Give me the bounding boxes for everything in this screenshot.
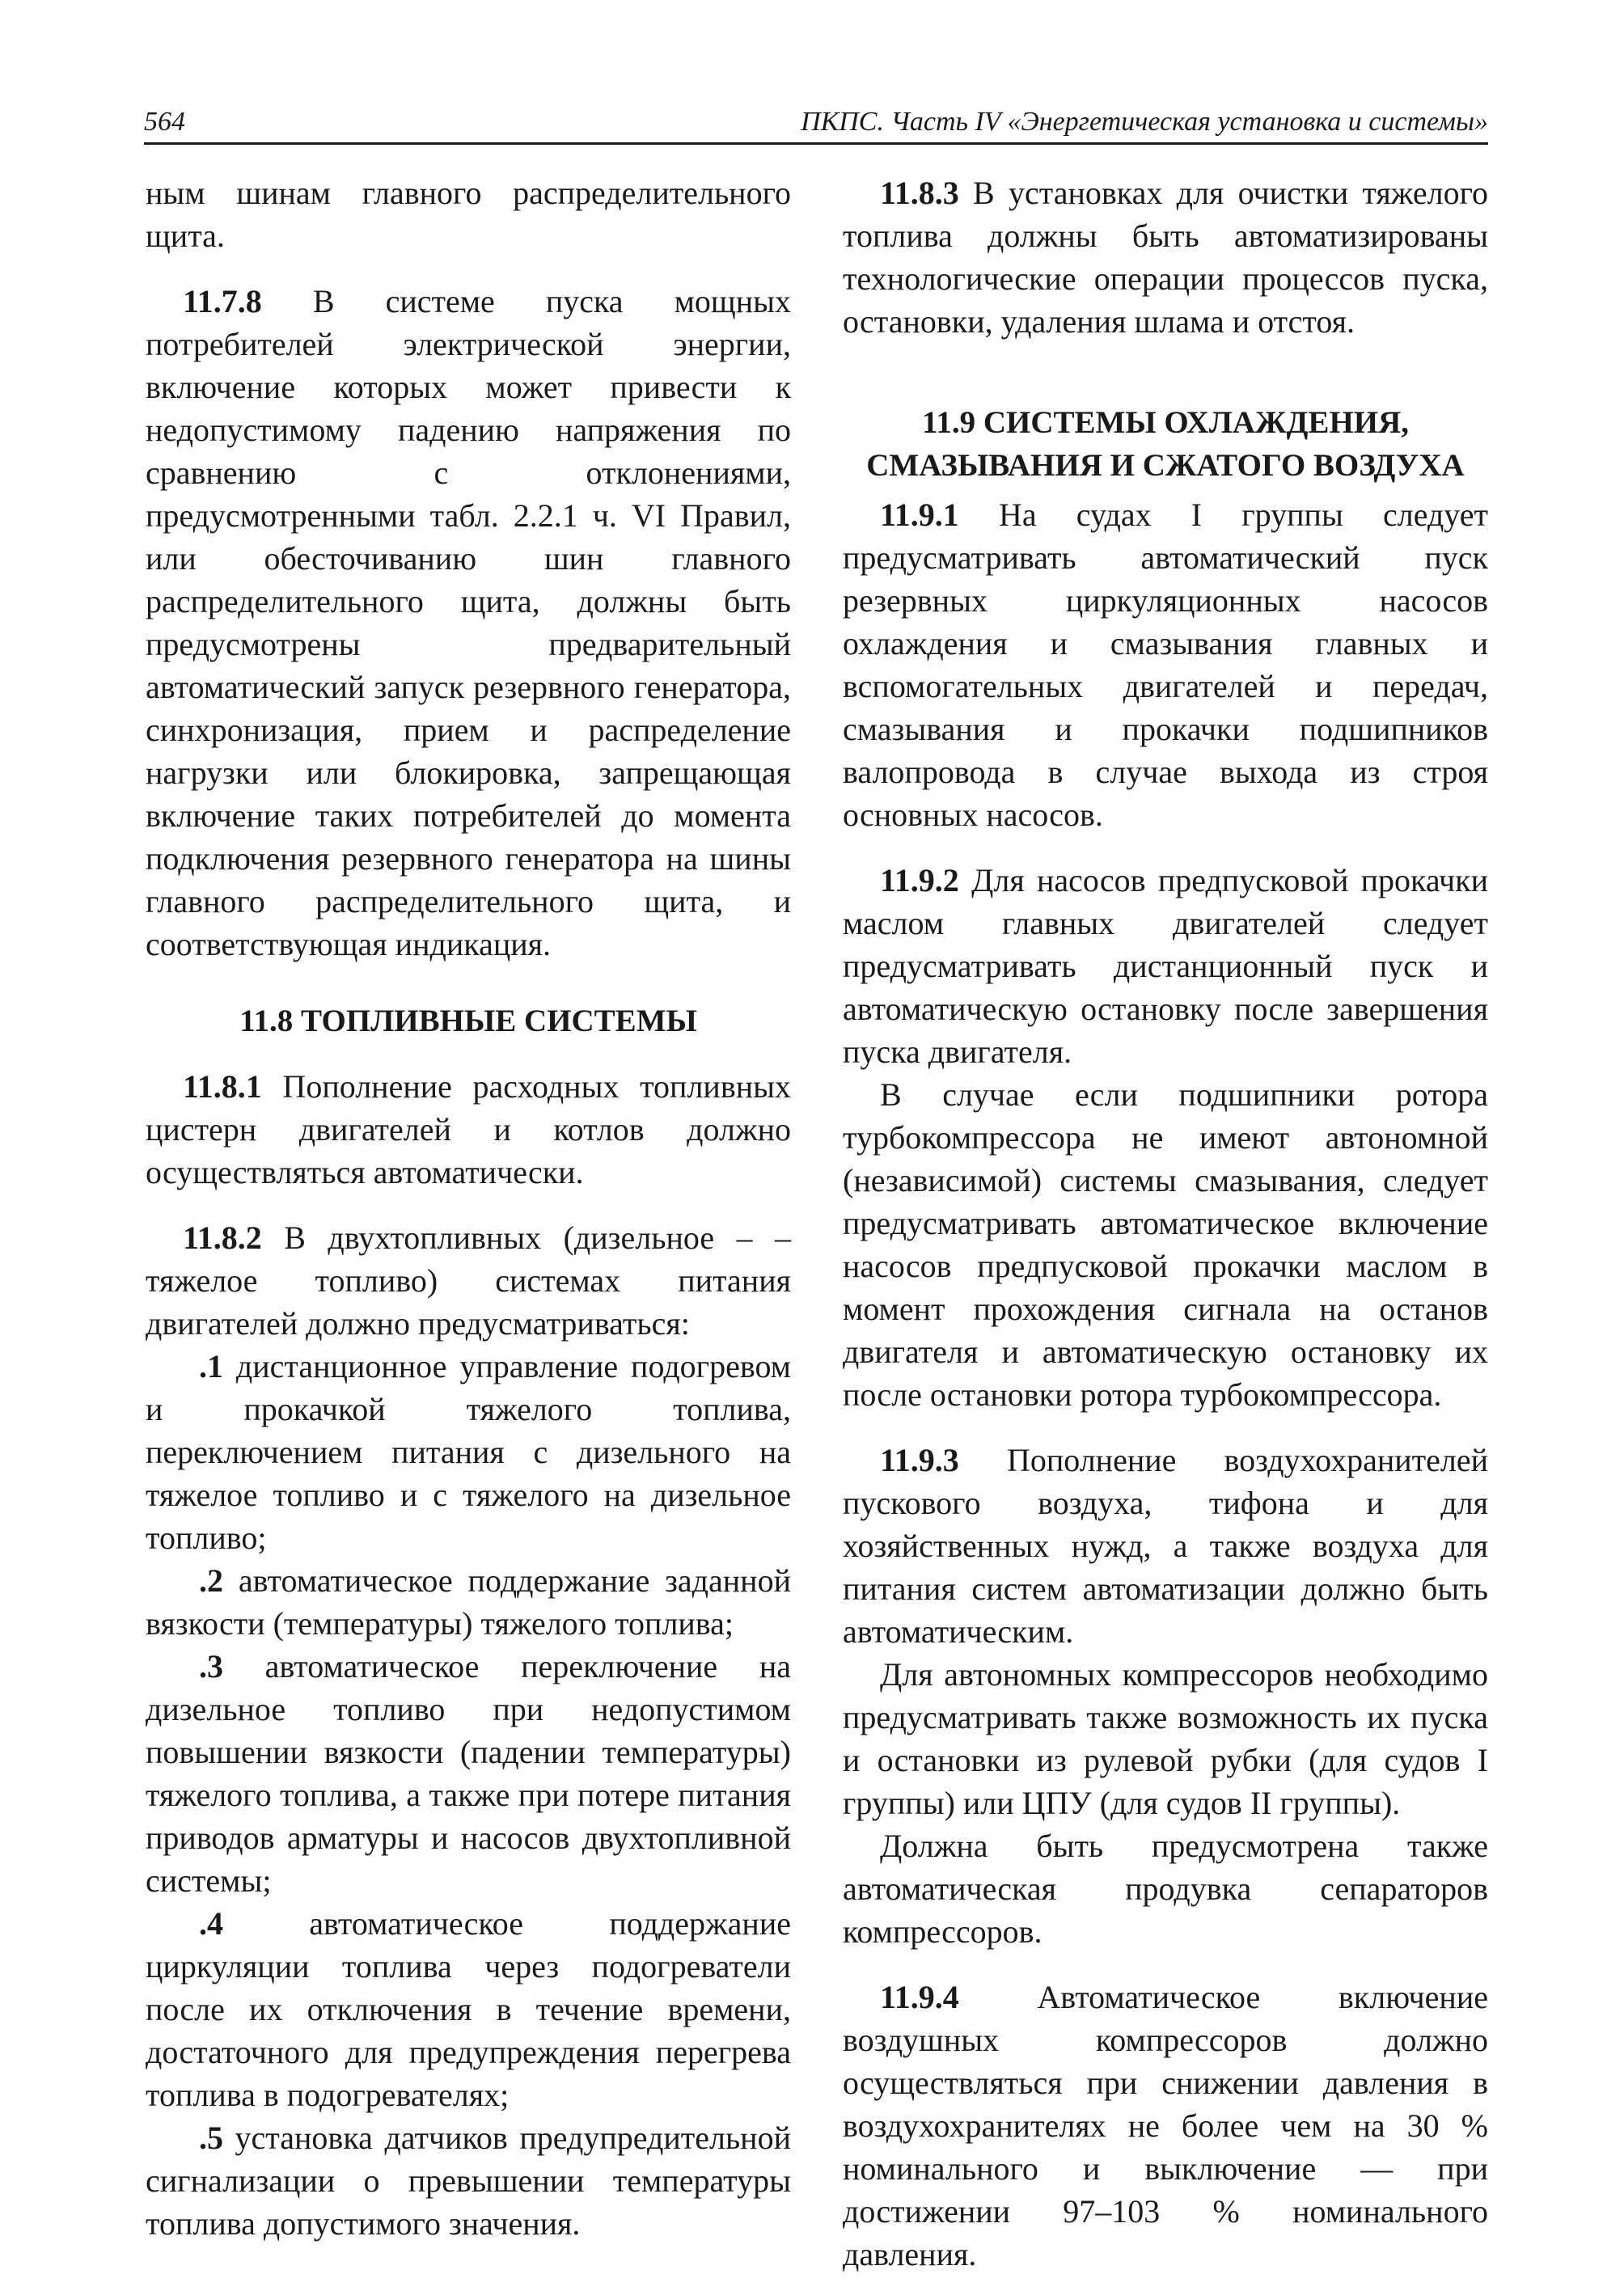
paragraph-11-7-8 (146, 280, 791, 966)
section-heading-11-8: 11.8 ТОПЛИВНЫЕ СИСТЕМЫ (239, 1004, 697, 1038)
item-number: .5 (199, 2120, 223, 2156)
right-column (843, 171, 1488, 2276)
heading-line-1: 11.9 СИСТЕМЫ ОХЛАЖДЕНИЯ, (921, 405, 1410, 440)
page-header (144, 104, 1488, 145)
item-number: .3 (199, 1648, 223, 1684)
list-item-5 (146, 2116, 791, 2245)
list-item-4 (146, 1902, 791, 2116)
list-item-1 (146, 1345, 791, 1559)
section-heading-11-9 (843, 401, 1488, 487)
clause-number: 11.9.3 (880, 1442, 959, 1478)
list-item-2 (146, 1559, 791, 1645)
item-text: дистанционное управление подогревом и прокачкой тяжелого топлива, переключением питания с дизельного на тяжелое топливо и с тяжелого на дизельное топливо; (146, 1348, 791, 1556)
clause-number: 11.9.4 (880, 1979, 959, 2015)
paragraph-11-9-3-separators: Должна быть предусмотрена также автоматическая продувка сепараторов компрессоров. (843, 1828, 1488, 1950)
item-text: автоматическое переключение на дизельное топливо при недопустимом повышении вязкости (падении температуры) тяжелого топлива, а также при потере питания приводов арматуры и насосов двухтопливной системы; (146, 1648, 791, 1899)
clause-number: 11.8.1 (183, 1068, 262, 1105)
item-text: автоматическое поддержание заданной вязкости (температуры) тяжелого топлива; (146, 1562, 791, 1642)
clause-text: В установках для очистки тяжелого топлива должны быть автоматизированы технологические операции процессов пуска, остановки, удаления шлама и отстоя. (843, 175, 1488, 340)
clause-text: Пополнение воздухохранителей пускового воздуха, тифона и для хозяйственных нужд, а также воздуха для питания систем автоматизации должно быть автоматическим. (843, 1442, 1488, 1650)
left-column (146, 171, 791, 2245)
item-text: автоматическое поддержание циркуляции топлива через подогреватели после их отключения в течение времени, достаточного для предупреждения перегрева топлива в подогревателях; (146, 1905, 791, 2113)
clause-number: 11.9.2 (880, 862, 959, 898)
item-number: .2 (199, 1562, 223, 1599)
clause-number: 11.8.2 (183, 1219, 262, 1256)
continuation-paragraph: ным шинам главного распределительного щита. (146, 175, 791, 254)
clause-number: 11.9.1 (880, 497, 959, 533)
clause-text: Пополнение расходных топливных цистерн двигателей и котлов должно осуществляться автоматически. (146, 1068, 791, 1190)
clause-text: На судах I группы следует предусматривать автоматический пуск резервных циркуляционных насосов охлаждения и смазывания главных и вспомогательных двигателей и передач, смазывания и прокачки подшипников валопровода в случае выхода из строя основных насосов. (843, 497, 1488, 833)
paragraph-11-9-2 (843, 859, 1488, 1073)
paragraph-11-8-3 (843, 171, 1488, 343)
heading-line-2: СМАЗЫВАНИЯ И СЖАТОГО ВОЗДУХА (866, 448, 1465, 483)
item-text: установка датчиков предупредительной сигнализации о превышении температуры топлива допустимого значения. (146, 2120, 791, 2242)
item-number: .4 (199, 1905, 223, 1942)
clause-text: В двухтопливных (дизельное – – тяжелое топливо) системах питания двигателей должно предусматриваться: (146, 1219, 791, 1342)
paragraph-11-9-3 (843, 1439, 1488, 1653)
clause-text: В системе пуска мощных потребителей электрической энергии, включение которых может привести к недопустимому падению напряжения по сравнению с отклонениями, предусмотренными табл. 2.2.1 ч. VI Правил, или обесточиванию шин главного распределительного щита, должны быть предусмотрены предварительный автоматический запуск резервного генератора, синхронизация, прием и распределение нагрузки или блокировка, запрещающая включение таких потребителей до момента подключения резервного генератора на шины главного распределительного щита, и соответствующая индикация. (146, 283, 791, 962)
clause-number: 11.7.8 (183, 283, 262, 319)
list-item-3 (146, 1645, 791, 1902)
page-number: 564 (144, 107, 185, 137)
item-number: .1 (199, 1348, 223, 1384)
paragraph-11-9-4 (843, 1976, 1488, 2276)
paragraph-11-9-2-continued: В случае если подшипники ротора турбокомпрессора не имеют автономной (независимой) системы смазывания, следует предусматривать автоматическое включение насосов предпусковой прокачки маслом в момент прохождения сигнала на останов двигателя и автоматическую остановку их после остановки ротора турбокомпрессора. (843, 1076, 1488, 1413)
clause-number: 11.8.3 (880, 175, 959, 211)
running-title: ПКПС. Часть IV «Энергетическая установка и системы» (801, 107, 1488, 137)
paragraph-11-9-1 (843, 493, 1488, 836)
clause-text: Для насосов предпусковой прокачки маслом главных двигателей следует предусматривать дистанционный пуск и автоматическую остановку после завершения пуска двигателя. (843, 862, 1488, 1070)
paragraph-11-8-2 (146, 1216, 791, 1345)
paragraph-11-8-1 (146, 1065, 791, 1194)
clause-text: Автоматическое включение воздушных компрессоров должно осуществляться при снижении давления в воздухохранителях не более чем на 30 % номинального и выключение — при достижении 97–103 % номинального давления. (843, 1979, 1488, 2272)
paragraph-11-9-3-compressors: Для автономных компрессоров необходимо предусматривать также возможность их пуска и остановки из рулевой рубки (для судов I группы) или ЦПУ (для судов II группы). (843, 1656, 1488, 1821)
